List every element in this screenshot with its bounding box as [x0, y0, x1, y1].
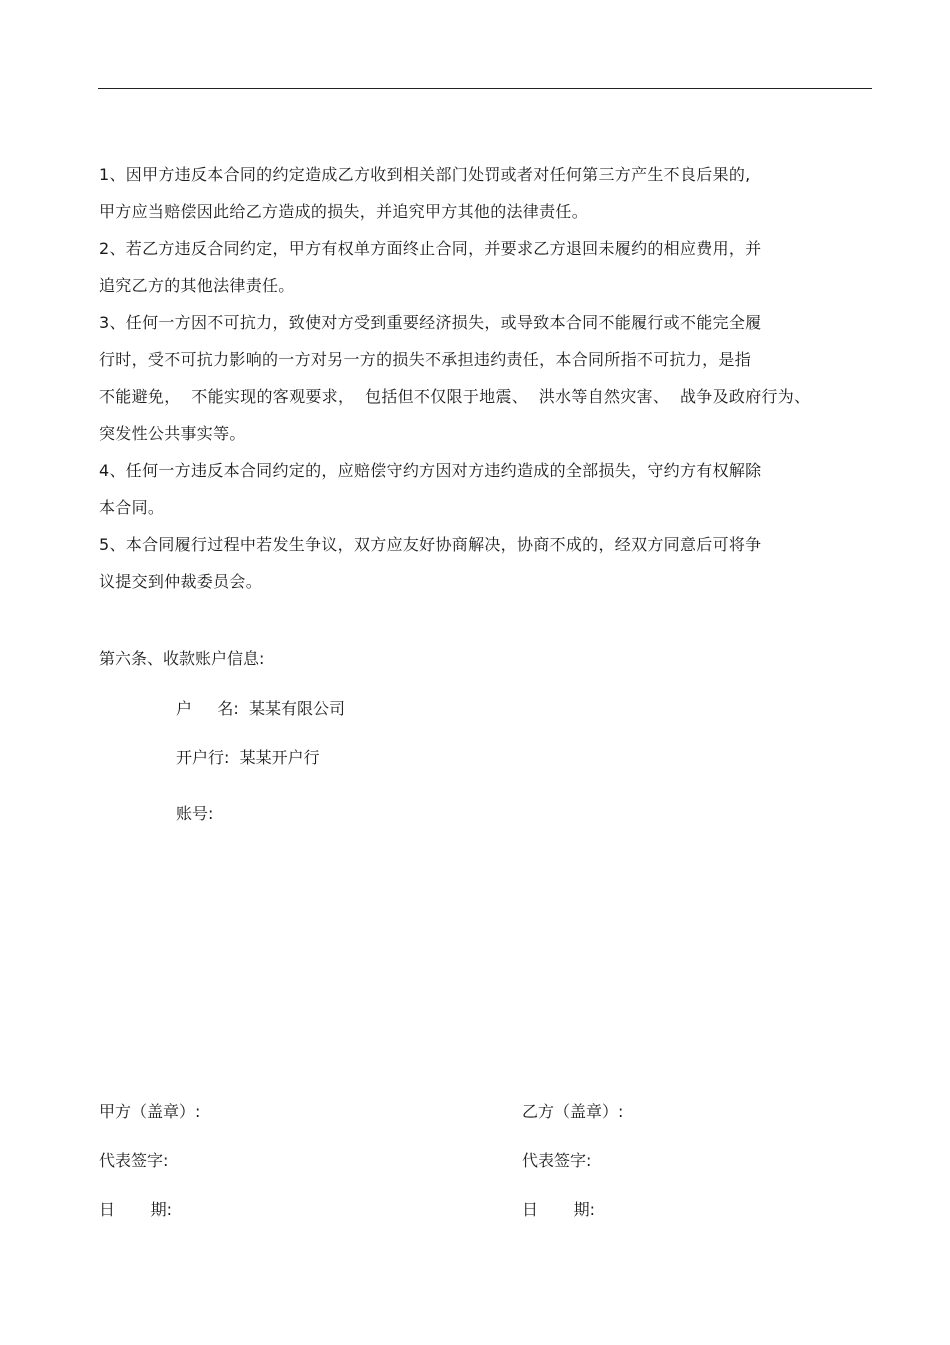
party-b-seal: 乙方（盖章）: — [522, 1102, 624, 1121]
party-b-date: 日 期: — [522, 1200, 595, 1219]
clause-line: 不能避免， 不能实现的客观要求， 包括但不仅限于地震、 洪水等自然灾害、 战争及政府行为、 — [99, 387, 811, 406]
clause-line: 本合同。 — [99, 498, 165, 517]
party-a-date: 日 期: — [99, 1200, 172, 1219]
clause-line: 行时，受不可抗力影响的一方对另一方的损失不承担违约责任，本合同所指不可抗力，是指 — [99, 350, 752, 369]
header-divider — [98, 88, 872, 89]
account-bank: 开户行: 某某开户行 — [176, 748, 320, 767]
account-name: 户 名: 某某有限公司 — [176, 699, 345, 718]
clause-line: 突发性公共事实等。 — [99, 424, 246, 443]
account-number: 账号: — [176, 804, 214, 823]
clause-line: 3、任何一方因不可抗力，致使对方受到重要经济损失，或导致本合同不能履行或不能完全履 — [99, 313, 762, 332]
clause-line: 甲方应当赔偿因此给乙方造成的损失，并追究甲方其他的法律责任。 — [99, 202, 589, 221]
party-a-rep-signature: 代表签字: — [99, 1151, 169, 1170]
party-a-seal: 甲方（盖章）: — [99, 1102, 201, 1121]
clause-line: 4、任何一方违反本合同约定的，应赔偿守约方因对方违约造成的全部损失，守约方有权解除 — [99, 461, 762, 480]
clause-line: 1、因甲方违反本合同的约定造成乙方收到相关部门处罚或者对任何第三方产生不良后果的, — [99, 165, 751, 184]
clause-line: 2、若乙方违反合同约定，甲方有权单方面终止合同，并要求乙方退回未履约的相应费用，并 — [99, 239, 762, 258]
clause-line: 议提交到仲裁委员会。 — [99, 572, 263, 591]
clause-line: 追究乙方的其他法律责任。 — [99, 276, 295, 295]
section-title-account-info: 第六条、收款账户信息: — [99, 649, 265, 668]
clause-line: 5、本合同履行过程中若发生争议，双方应友好协商解决，协商不成的，经双方同意后可将争 — [99, 535, 762, 554]
party-b-rep-signature: 代表签字: — [522, 1151, 592, 1170]
